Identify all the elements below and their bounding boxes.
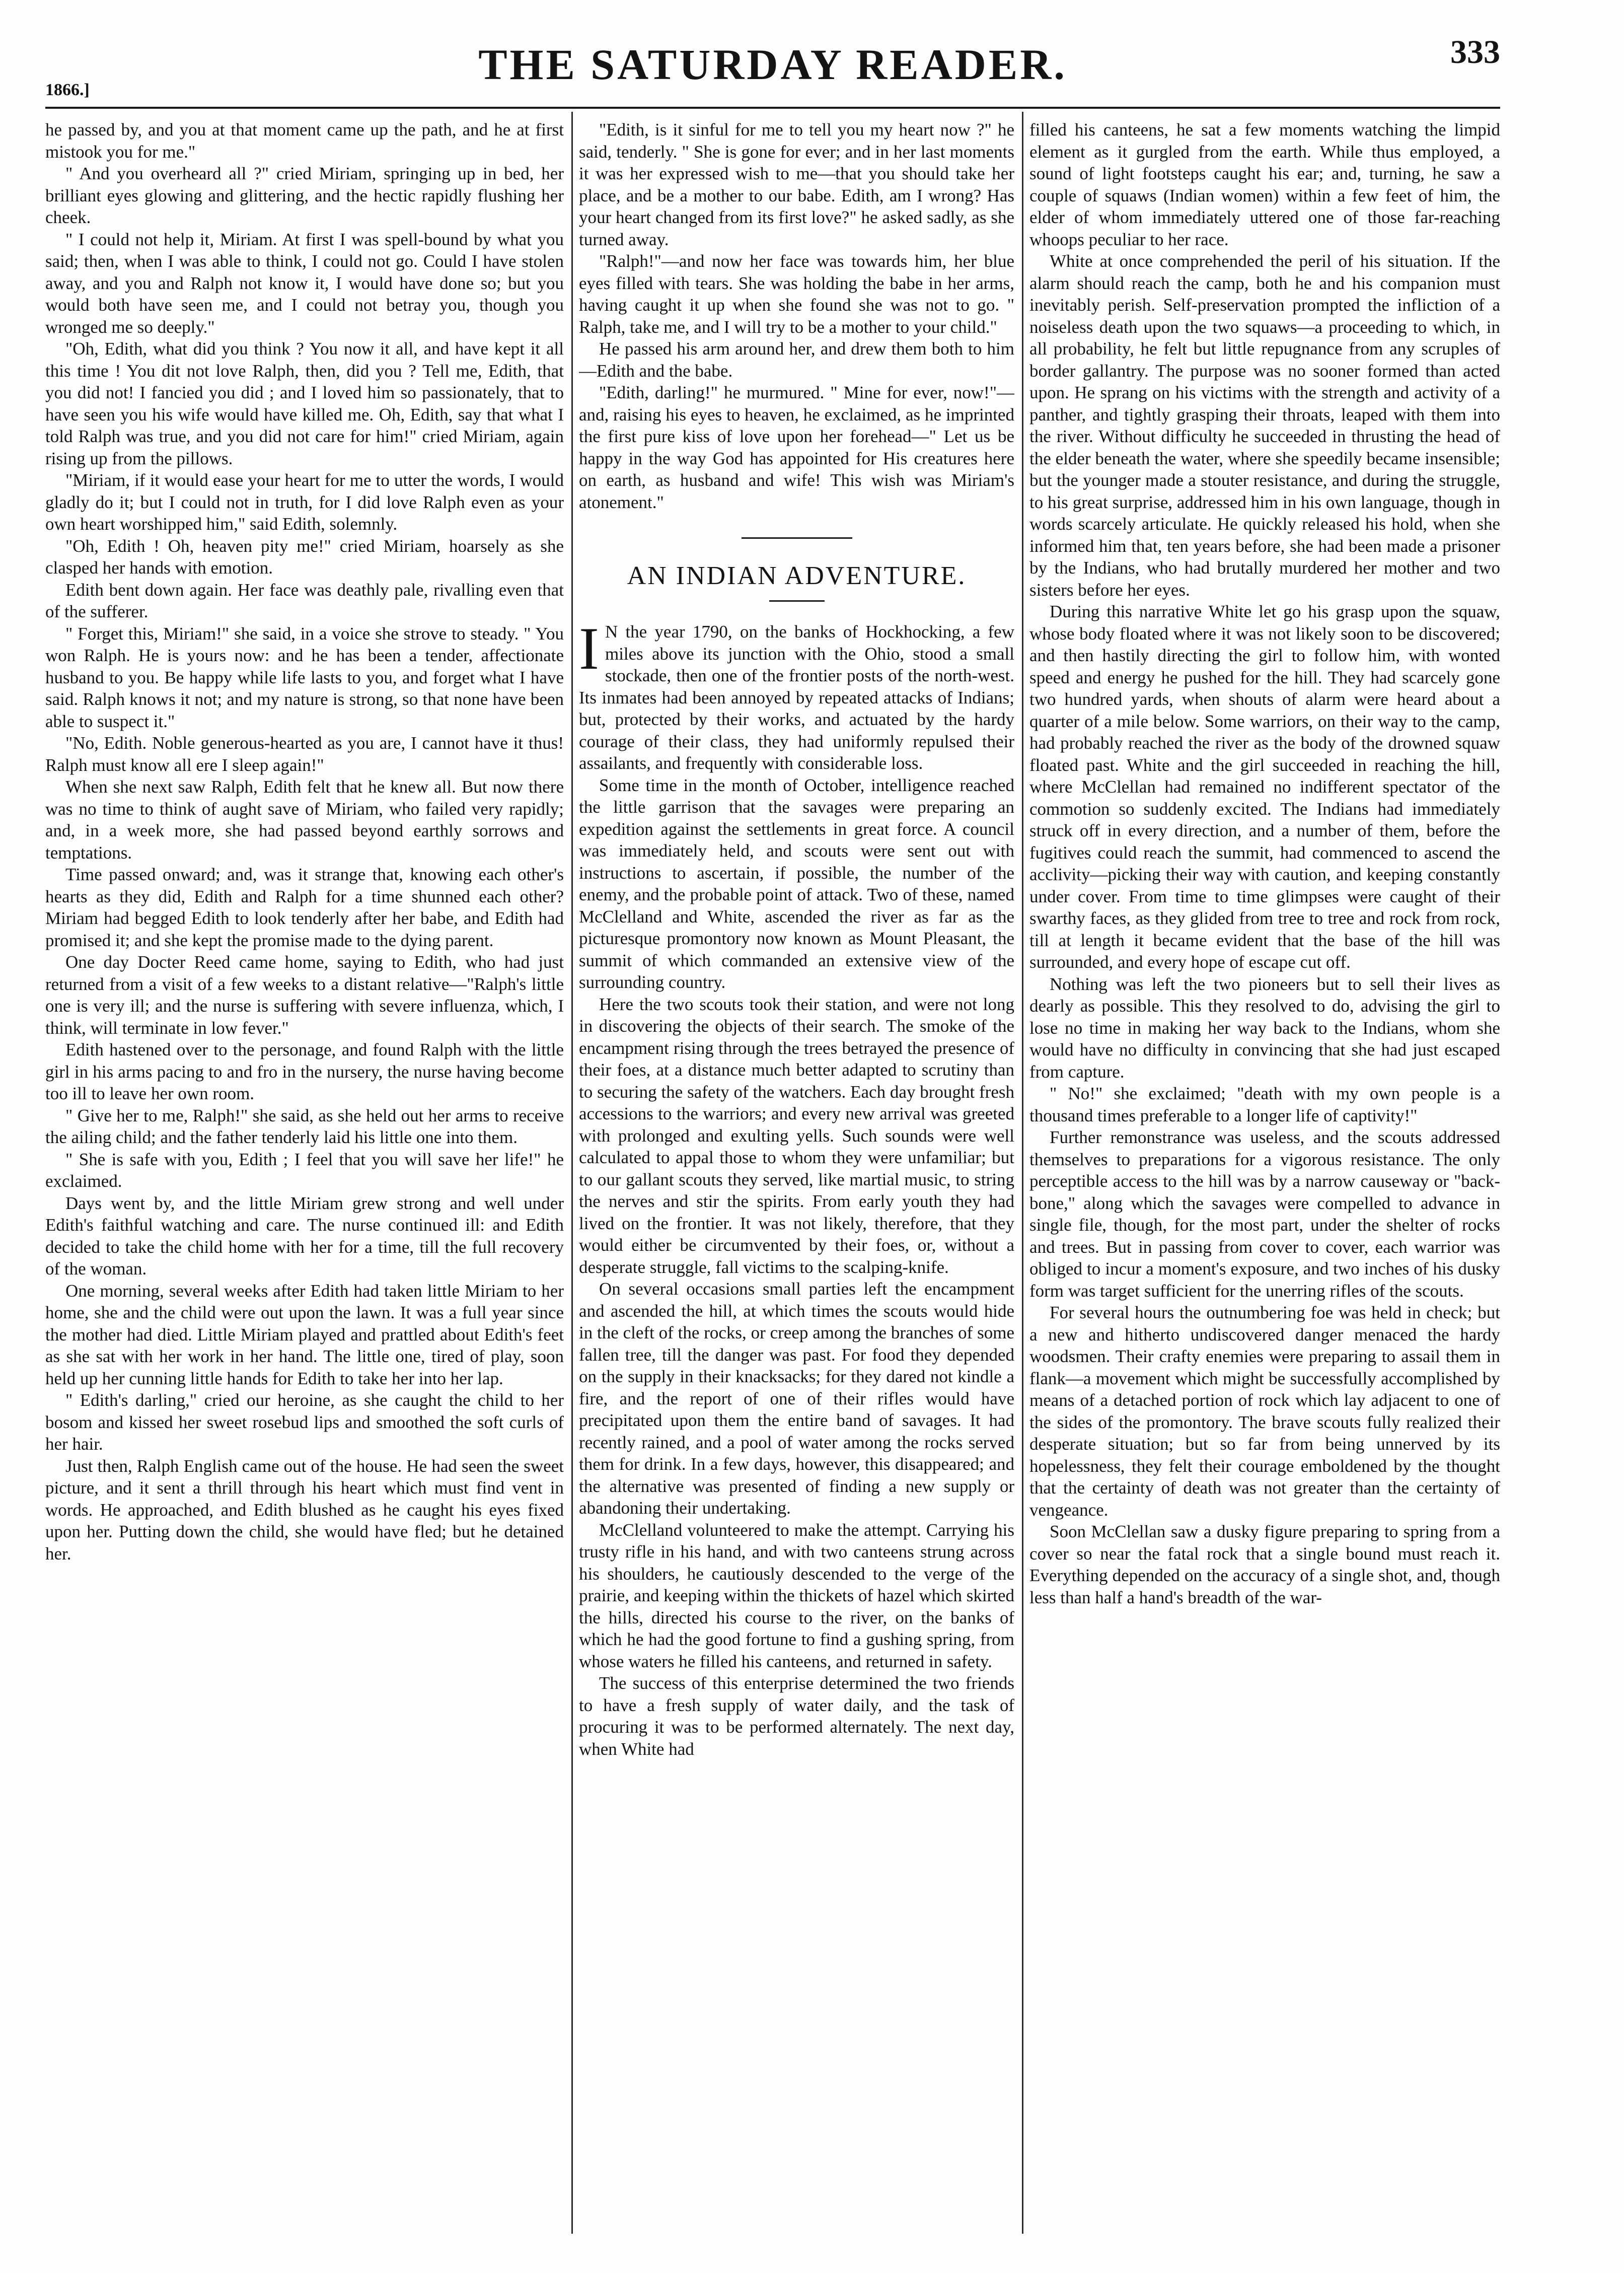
paragraph: Further remonstrance was useless, and the scouts addressed themselves to preparations for a vigorous resistance. The only perceptible access to the hill was by a narrow causeway or "back-bone," along which the savages were compelled to advance in single file, though, for the most part, under the shelter of rocks and trees. But in passing from cover to cover, each warrior was obliged to incur a moment's exposure, and two inches of his dusky form was target sufficient for the unerring rifles of the scouts. [1029, 1127, 1500, 1301]
paragraph: " And you overheard all ?" cried Miriam, springing up in bed, her brilliant eyes glowing and glittering, and the hectic rapidly flushing her cheek. [45, 164, 564, 227]
paragraph: "Edith, darling!" he murmured. " Mine for ever, now!"—and, raising his eyes to heaven, he exclaimed, as he imprinted the first pure kiss of love upon her forehead—" Let us be happy in the way God has appointed for His creatures here on earth, as husband and wife! This wish was Miriam's atonement." [579, 383, 1014, 512]
paragraph: filled his canteens, he sat a few moments watching the limpid element as it gurgled from the earth. While thus employed, a sound of light footsteps caught his ear; and, turning, he saw a couple of squaws (Indian women) within a few feet of him, the elder of whom immediately uttered one of those far-reaching whoops peculiar to her race. [1029, 120, 1500, 249]
paragraph: Edith bent down again. Her face was deathly pale, rivalling even that of the sufferer. [45, 580, 564, 621]
column-rule [571, 112, 573, 2234]
paragraph: Time passed onward; and, was it strange that, knowing each other's hearts as they did, Edith and Ralph for a time shunned each other? Miriam had begged Edith to look tenderly after her babe, and Edith had promised it; and she kept the promise made to the dying parent. [45, 865, 564, 950]
paragraph: When she next saw Ralph, Edith felt that he knew all. But now there was no time to think of aught save of Miriam, who failed very rapidly; and, in a week more, she had passed beyond earthly sorrows and temptations. [45, 777, 564, 863]
paragraph: " I could not help it, Miriam. At first I was spell-bound by what you said; then, when I was able to think, I could not go. Could I have stolen away, and you and Ralph not know it, I would have done so; but you would both have seen me, and I could not betray you, though you wronged me so deeply." [45, 229, 564, 337]
paragraph: McClelland volunteered to make the attempt. Carrying his trusty rifle in his hand, and with two canteens strung across his shoulders, he cautiously descended to the verge of the prairie, and keeping within the thickets of hazel which skirted the hills, directed his course to the river, on the banks of which he had the good fortune to find a gushing spring, from whose waters he filled his canteens, and returned in safety. [579, 1520, 1014, 1671]
paragraph: "Oh, Edith ! Oh, heaven pity me!" cried Miriam, hoarsely as she clasped her hands with emotion. [45, 536, 564, 578]
paragraph: Just then, Ralph English came out of the house. He had seen the sweet picture, and it sent a thrill through his heart which must find vent in words. He approached, and Edith blushed as he caught his eyes fixed upon her. Putting down the child, she would have fled; but he detained her. [45, 1456, 564, 1564]
paragraph: Edith hastened over to the personage, and found Ralph with the little girl in his arms pacing to and fro in the nursery, the nurse having become too ill to leave her own room. [45, 1040, 564, 1103]
paragraph: During this narrative White let go his grasp upon the squaw, whose body floated where it was not likely soon to be discovered; and then hastily directing the girl to follow him, with wonted speed and energy he pushed for the hill. They had scarcely gone two hundred yards, when shouts of alarm were heard about a quarter of a mile below. Some warriors, on their way to the camp, had probably reached the river as the body of the drowned squaw floated past. White and the girl succeeded in reaching the hill, where McClellan had remained no indifferent spectator of the commotion so suddenly excited. The Indians had immediately struck off in every direction, and a number of them, before the fugitives could reach the summit, had commenced to ascend the acclivity—picking their way with caution, and keeping constantly under cover. From time to time glimpses were caught of their swarthy faces, as they glided from tree to tree and rock from rock, till at length it became evident that the base of the hill was surrounded, and every hope of escape cut off. [1029, 602, 1500, 972]
paragraph: he passed by, and you at that moment came up the path, and he at first mistook you for me." [45, 120, 564, 162]
section-divider [742, 537, 852, 539]
paragraph: " She is safe with you, Edith ; I feel that you will save her life!" he exclaimed. [45, 1149, 564, 1191]
paragraph: He passed his arm around her, and drew them both to him—Edith and the babe. [579, 339, 1014, 381]
paragraph: " No!" she exclaimed; "death with my own people is a thousand times preferable to a longer life of captivity!" [1029, 1084, 1500, 1125]
paragraph: " Edith's darling," cried our heroine, as she caught the child to her bosom and kissed her sweet rosebud lips and smoothed the soft curls of her hair. [45, 1390, 564, 1454]
publication-title: THE SATURDAY READER. [478, 40, 1067, 89]
paragraph: "Ralph!"—and now her face was towards him, her blue eyes filled with tears. She was holding the babe in her arms, having caught it up when she found she was not to go. " Ralph, take me, and I will try to be a mother to your child." [579, 251, 1014, 337]
paragraph: Here the two scouts took their station, and were not long in discovering the objects of their search. The smoke of the encampment rising through the trees betrayed the presence of their foes, at a distance much better adapted to scrutiny than to securing the safety of the watchers. Each day brought fresh accessions to the warriors; and every new arrival was greeted with prolonged and exulting yells. Such sounds were well calculated to appal those to whom they were unfamiliar; but to our gallant scouts they served, like martial music, to string the nerves and stir the spirits. From early youth they had lived on the frontier. It was not likely, therefore, that they would either be circumvented by their foes, or, without a desperate struggle, fall victims to the scalping-knife. [579, 994, 1014, 1277]
column-rule [1022, 112, 1023, 2234]
paragraph: "Edith, is it sinful for me to tell you my heart now ?" he said, tenderly. " She is gone for ever; and in her last moments it was her expressed wish to me—that you should take her place, and be a mother to our babe. Edith, am I wrong? Has your heart changed from its first love?" he asked sadly, as she turned away. [579, 120, 1014, 249]
paragraph: The success of this enterprise determined the two friends to have a fresh supply of water daily, and the task of procuring it was to be performed alternately. The next day, when White had [579, 1673, 1014, 1759]
first-paragraph-text: N the year 1790, on the banks of Hockhocking, a few miles above its junction with the Ohio, stood a small stockade, then one of the frontier posts of the north-west. Its inmates had been annoyed by repeated attacks of Indians; but, protected by their works, and actuated by the hardy courage of their class, they had uniformly repulsed their assailants, and frequently with considerable loss. [579, 622, 1014, 773]
paragraph: For several hours the outnumbering foe was held in check; but a new and hitherto undiscovered danger menaced the hardy woodsmen. Their crafty enemies were preparing to assail them in flank—a movement which might be successfully accomplished by means of a detached portion of rock which lay adjacent to one of the sides of the promontory. The brave scouts fully realized their desperate situation; but so far from being unnerved by its hopelessness, they felt their courage emboldened by the thought that the certainty of death was not greater than the certainty of vengeance. [1029, 1303, 1500, 1520]
drop-cap: I [579, 615, 599, 682]
paragraph: Some time in the month of October, intelligence reached the little garrison that the savages were preparing an expedition against the settlements in great force. A council was immediately held, and scouts were sent out with instructions to ascertain, if possible, the number of the enemy, and the probable point of attack. Two of these, named McClelland and White, ascended the river as far as the picturesque promontory now known as Mount Pleasant, the summit of which commanded an extensive view of the surrounding country. [579, 775, 1014, 992]
title-rule [769, 600, 825, 602]
paragraph: "Oh, Edith, what did you think ? You now it all, and have kept it all this time ! You dit not love Ralph, then, did you ? Tell me, Edith, that you did not! I fancied you did ; and I loved him so passionately, that to have seen you his wife would have killed me. Oh, Edith, say that what I told Ralph was true, and you did not care for him!" cried Miriam, again rising up from the pillows. [45, 339, 564, 468]
paragraph: "Miriam, if it would ease your heart for me to utter the words, I would gladly do it; but I could not in truth, for I did love Ralph even as your own heart worshipped him," said Edith, solemnly. [45, 470, 564, 534]
paragraph: White at once comprehended the peril of his situation. If the alarm should reach the camp, both he and his companion must inevitably perish. Self-preservation prompted the infliction of a noiseless death upon the two squaws—a proceeding to which, in all probability, he felt but little repugnance from any scruples of border gallantry. The purpose was no sooner formed than acted upon. He sprang on his victims with the strength and activity of a panther, and tightly grasping their throats, leaped with them into the river. Without difficulty he succeeded in thrusting the head of the elder beneath the water, where she speedily became insensible; but the younger made a stouter resistance, and during the struggle, to his great surprise, addressed him in his own language, though in words scarcely articulate. He quickly released his hold, when she informed him that, ten years before, she had been made a prisoner by the Indians, who had brutally murdered her mother and two sisters before her eyes. [1029, 251, 1500, 600]
paragraph: Days went by, and the little Miriam grew strong and well under Edith's faithful watching and care. The nurse continued ill: and Edith decided to take the child home with her for a time, till the full recovery of the woman. [45, 1193, 564, 1278]
column-2 [579, 119, 1014, 2234]
paragraph: Nothing was left the two pioneers but to sell their lives as dearly as possible. This they resolved to do, advising the girl to lose no time in making her way back to the Indians, whom she would have no difficulty in convincing that she had just escaped from capture. [1029, 974, 1500, 1082]
article-first-paragraph [579, 615, 1014, 774]
paragraph: "No, Edith. Noble generous-hearted as you are, I cannot have it thus! Ralph must know all ere I sleep again!" [45, 733, 564, 775]
column-1 [45, 119, 564, 2234]
paragraph: " Forget this, Miriam!" she said, in a voice she strove to steady. " You won Ralph. He is yours now: and he has been a tender, affectionate husband to you. Be happy while life lasts to you, and forget what I have said. Ralph knows it not; and my nature is strong, so that none have been able to suspect it." [45, 623, 564, 731]
column-3 [1029, 119, 1500, 2234]
page-header [45, 30, 1500, 106]
paragraph: On several occasions small parties left the encampment and ascended the hill, at which times the scouts would hide in the cleft of the rocks, or creep among the branches of some fallen tree, till the danger was past. For food they depended on the supply in their knacksacks; for they dared not kindle a fire, and the report of one of their rifles would have precipitated upon them the entire band of savages. It had recently rained, and a pool of water among the rocks served them for drink. In a few days, however, this disappeared; and the alternative was presented of finding a new supply or abandoning their undertaking. [579, 1279, 1014, 1518]
page-number: 333 [1450, 34, 1500, 70]
paragraph: One morning, several weeks after Edith had taken little Miriam to her home, she and the child were out upon the lawn. It was a full year since the mother had died. Little Miriam played and prattled about Edith's feet as she sat with her work in her hand. The little one, tired of play, soon held up her cunning little hands for Edith to take her into her lap. [45, 1281, 564, 1388]
paragraph: One day Docter Reed came home, saying to Edith, who had just returned from a visit of a few weeks to a distant relative—"Ralph's little one is very ill; and the nurse is suffering with severe influenza, which, I think, will terminate in low fever." [45, 952, 564, 1038]
header-rule [45, 107, 1500, 109]
paragraph: Soon McClellan saw a dusky figure preparing to spring from a cover so near the fatal rock that a single bound must reach it. Everything depended on the accuracy of a single shot, and, though less than half a hand's breadth of the war- [1029, 1522, 1500, 1607]
header-year: 1866.] [45, 81, 90, 99]
paragraph: " Give her to me, Ralph!" she said, as she held out her arms to receive the ailing child; and the father tenderly laid his little one into them. [45, 1105, 564, 1147]
article-title: AN INDIAN ADVENTURE. [627, 561, 967, 590]
